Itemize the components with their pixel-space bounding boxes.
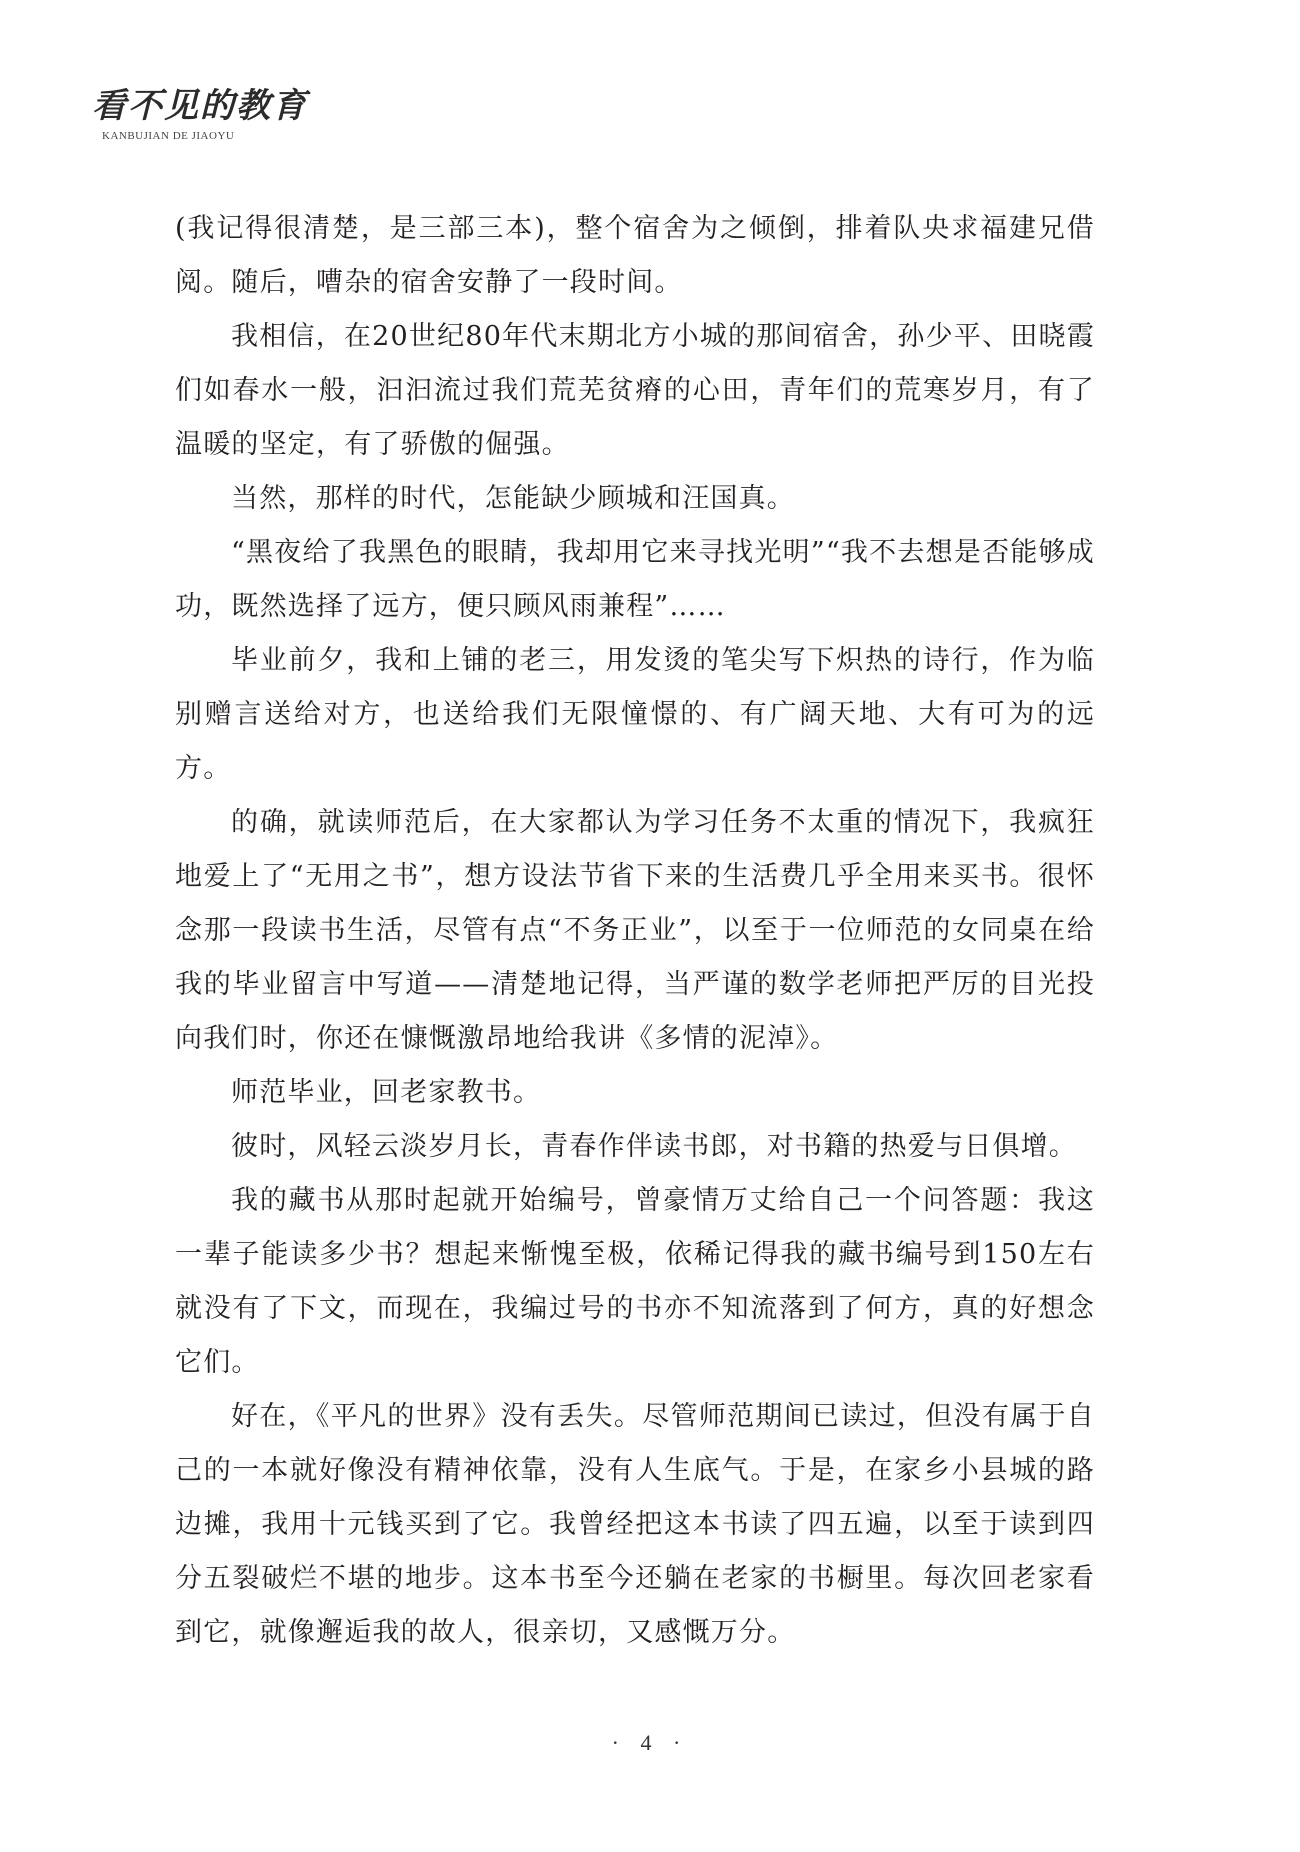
- paragraph: 毕业前夕，我和上铺的老三，用发烫的笔尖写下炽热的诗行，作为临别赠言送给对方，也送给我们无限憧憬的、有广阔天地、大有可为的远方。: [175, 645, 1095, 784]
- paragraph: (我记得很清楚，是三部三本)，整个宿舍为之倾倒，排着队央求福建兄借阅。随后，嘈杂的宿舍安静了一段时间。: [175, 213, 1095, 298]
- paragraph: 彼时，风轻云淡岁月长，青春作伴读书郎，对书籍的热爱与日俱增。: [231, 1131, 1077, 1162]
- page-number: · 4 ·: [611, 1730, 689, 1755]
- paragraph: 师范毕业，回老家教书。: [231, 1077, 542, 1108]
- running-header: [92, 84, 308, 142]
- paragraph: 的确，就读师范后，在大家都认为学习任务不太重的情况下，我疯狂地爱上了“无用之书”，想方设法节省下来的生活费几乎全用来买书。很怀念那一段读书生活，尽管有点“不务正业”，以至于一位师范的女同桌在给我的毕业留言中写道——清楚地记得，当严谨的数学老师把严厉的目光投向我们时，你还在慷慨激昂地给我讲《多情的泥淖》。: [175, 807, 1095, 1054]
- paragraph: 好在，《平凡的世界》没有丢失。尽管师范期间已读过，但没有属于自己的一本就好像没有精神依靠，没有人生底气。于是，在家乡小县城的路边摊，我用十元钱买到了它。我曾经把这本书读了四五遍，以至于读到四分五裂破烂不堪的地步。这本书至今还躺在老家的书橱里。每次回老家看到它，就像邂逅我的故人，很亲切，又感慨万分。: [175, 1401, 1095, 1648]
- book-title-pinyin: KANBUJIAN DE JIAOYU: [102, 130, 235, 142]
- paragraph: “黑夜给了我黑色的眼睛，我却用它来寻找光明”“我不去想是否能够成功，既然选择了远方，便只顾风雨兼程”……: [175, 537, 1095, 622]
- body-text: [175, 202, 1095, 1660]
- book-title: 看不见的教育: [92, 86, 308, 126]
- paragraph: 我相信，在20世纪80年代末期北方小城的那间宿舍，孙少平、田晓霞们如春水一般，汩汩流过我们荒芜贫瘠的心田，青年们的荒寒岁月，有了温暖的坚定，有了骄傲的倔强。: [175, 321, 1095, 460]
- paragraph: 当然，那样的时代，怎能缺少顾城和汪国真。: [231, 483, 795, 514]
- paragraph: 我的藏书从那时起就开始编号，曾豪情万丈给自己一个问答题：我这一辈子能读多少书？想起来惭愧至极，依稀记得我的藏书编号到150左右就没有了下文，而现在，我编过号的书亦不知流落到了何方，真的好想念它们。: [175, 1185, 1095, 1378]
